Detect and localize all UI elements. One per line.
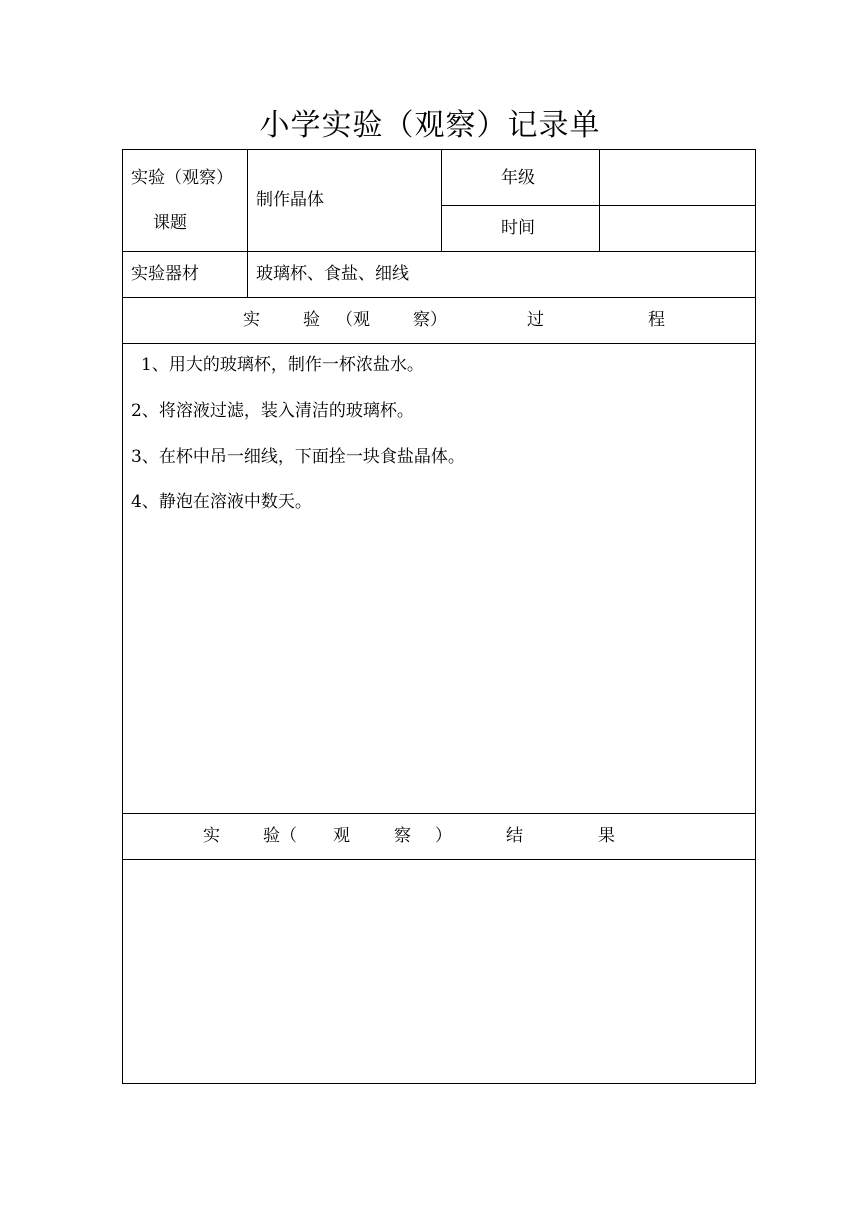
row-divider-materials-process [123,297,755,298]
col-divider-label [247,150,248,297]
topic-label-line2: 课题 [153,213,187,233]
materials-value: 玻璃杯、食盐、细线 [256,264,409,284]
result-heading-char: ） [435,826,452,846]
process-heading [123,308,755,332]
materials-label: 实验器材 [131,264,199,284]
result-heading-char: 验（ [263,826,297,846]
row-divider-process-result [123,813,755,814]
process-heading-char: 程 [648,310,665,330]
row-divider-grade-time [441,205,755,206]
result-heading [123,824,755,848]
row-divider-result-heading [123,859,755,860]
result-heading-char: 结 [506,826,523,846]
page-title: 小学实验（观察）记录单 [259,108,601,143]
row-divider-header-materials [123,251,755,252]
process-step: 2、将溶液过滤，装入清洁的玻璃杯。 [131,401,414,421]
process-heading-char: （观 [336,310,370,330]
process-heading-char: 察） [413,310,447,330]
row-divider-process-heading [123,343,755,344]
result-heading-char: 观 [333,826,350,846]
process-step: 4、静泡在溶液中数天。 [131,492,312,512]
col-divider-grade-label [599,150,600,251]
col-divider-topic-value [441,150,442,251]
grade-label: 年级 [501,168,535,188]
process-heading-char: 过 [527,310,544,330]
process-heading-char: 实 [243,310,260,330]
topic-value: 制作晶体 [256,190,324,210]
process-heading-char: 验 [303,310,320,330]
record-table [122,149,756,1084]
topic-label-line1: 实验（观察） [131,168,233,188]
result-heading-char: 果 [598,826,615,846]
process-step: 3、在杯中吊一细线，下面拴一块食盐晶体。 [131,447,465,467]
time-label: 时间 [501,218,535,238]
result-heading-char: 实 [203,826,220,846]
result-heading-char: 察 [394,826,411,846]
process-step: 1、用大的玻璃杯，制作一杯浓盐水。 [141,355,424,375]
